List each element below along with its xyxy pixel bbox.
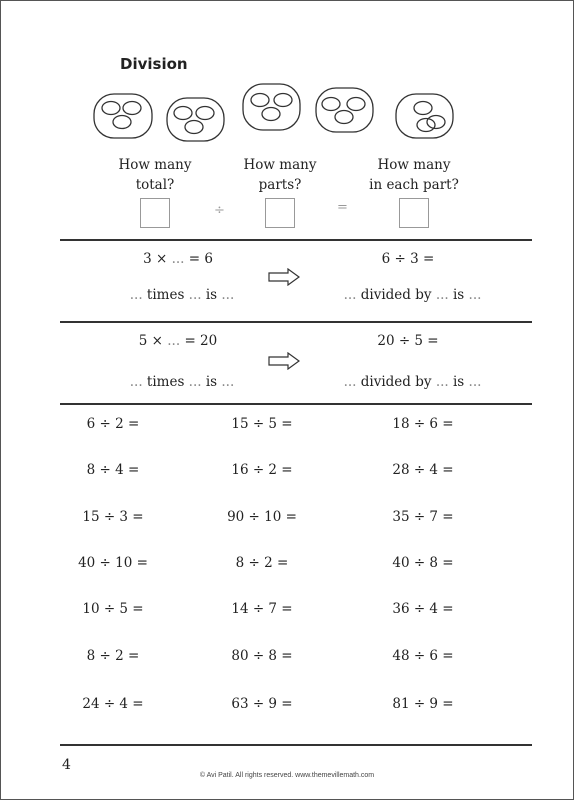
times-words: ... times ... is ... [129,374,235,390]
division-problem: 48 ÷ 6 = [392,648,454,664]
division-problem: 90 ÷ 10 = [227,509,297,525]
division-problem: 63 ÷ 9 = [231,696,293,712]
division-problem: 24 ÷ 4 = [82,696,144,712]
answer-box-total[interactable] [140,198,170,228]
divider-line [60,321,532,323]
question-parts: How many parts? [243,157,317,193]
division-problem: 40 ÷ 10 = [78,555,148,571]
division-example: 6 ÷ 3 = [381,251,435,267]
division-problem: 35 ÷ 7 = [392,509,454,525]
division-problem: 15 ÷ 5 = [231,416,293,432]
page-number: 4 [62,757,71,773]
divider-line [60,403,532,405]
plate-icon [94,84,453,141]
divider-line [60,744,532,746]
division-problem: 81 ÷ 9 = [392,696,454,712]
division-problem: 15 ÷ 3 = [82,509,144,525]
divide-symbol: ÷ [214,203,225,218]
arrow-right-icon [268,268,300,286]
arrow-right-icon [268,352,300,370]
division-problem: 28 ÷ 4 = [392,462,454,478]
division-problem: 40 ÷ 8 = [392,555,454,571]
divided-by-words: ... divided by ... is ... [343,374,482,390]
times-words: ... times ... is ... [129,287,235,303]
question-each-part: How many in each part? [369,157,459,193]
plates-illustration [0,0,574,150]
division-problem: 18 ÷ 6 = [392,416,454,432]
multiplication-example: 5 × ... = 20 [138,333,218,349]
equals-symbol: = [337,200,348,215]
division-problem: 6 ÷ 2 = [86,416,140,432]
division-problem: 36 ÷ 4 = [392,601,454,617]
multiplication-example: 3 × ... = 6 [143,251,213,267]
division-problem: 8 ÷ 2 = [86,648,140,664]
page-title: Division [120,55,188,73]
division-problem: 10 ÷ 5 = [82,601,144,617]
copyright-footer: © Avi Patil. All rights reserved. www.themevillemath.com [199,772,375,779]
division-problem: 8 ÷ 4 = [86,462,140,478]
division-example: 20 ÷ 5 = [377,333,439,349]
division-problem: 16 ÷ 2 = [231,462,293,478]
division-problem: 14 ÷ 7 = [231,601,293,617]
answer-box-each-part[interactable] [399,198,429,228]
division-problem: 8 ÷ 2 = [235,555,289,571]
division-problem: 80 ÷ 8 = [231,648,293,664]
divider-line [60,239,532,241]
question-total: How many total? [118,157,192,193]
answer-box-parts[interactable] [265,198,295,228]
divided-by-words: ... divided by ... is ... [343,287,482,303]
